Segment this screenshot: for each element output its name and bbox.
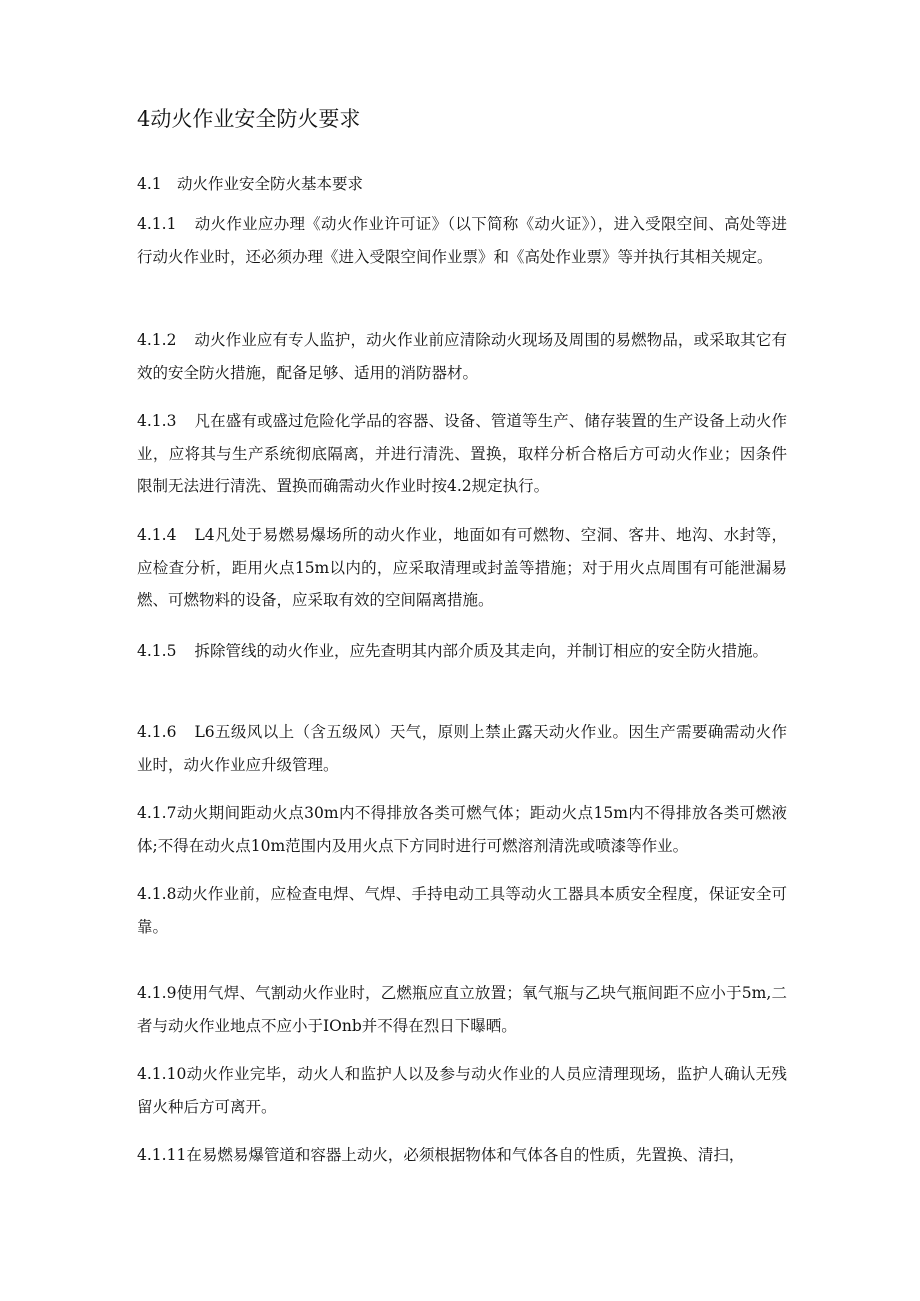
clause-text: L6五级风以上（含五级风）天气，原则上禁止露天动火作业。因生产需要确需动火作业时，动火作业应升级管理。 — [137, 723, 787, 774]
clause-text: 使用气焊、气割动火作业时，乙燃瓶应直立放置；氧气瓶与乙块气瓶间距不应小于5m,二者与动火作业地点不应小于IOnb并不得在烈日下曝晒。 — [137, 984, 787, 1035]
clause-4-1-7 — [137, 797, 787, 862]
section-heading: 4动火作业安全防火要求 — [137, 107, 361, 131]
clause-4-1-10 — [137, 1058, 787, 1123]
clause-number: 4.1.3 — [137, 412, 177, 430]
subsection-heading — [137, 172, 363, 196]
clause-number: 4.1.9 — [137, 984, 177, 1002]
clause-number: 4.1.7 — [137, 804, 177, 822]
clause-4-1-1 — [137, 208, 787, 273]
clause-number: 4.1.6 — [137, 723, 177, 741]
subsection-number: 4.1 — [137, 175, 162, 193]
clause-text: 在易燃易爆管道和容器上动火，必须根据物体和气体各自的性质，先置换、清扫， — [186, 1146, 745, 1164]
clause-4-1-3 — [137, 405, 787, 503]
clause-text: 动火作业前，应检查电焊、气焊、手持电动工具等动火工器具本质安全程度，保证安全可靠。 — [137, 885, 787, 936]
clause-4-1-9 — [137, 977, 787, 1042]
clause-4-1-5 — [137, 635, 787, 668]
clause-4-1-2 — [137, 324, 787, 389]
clause-number: 4.1.1 — [137, 215, 177, 233]
clause-text: 动火作业完毕，动火人和监护人以及参与动火作业的人员应清理现场，监护人确认无残留火种后方可离开。 — [137, 1065, 787, 1116]
clause-text: 拆除管线的动火作业，应先查明其内部介质及其走向，并制订相应的安全防火措施。 — [194, 642, 768, 660]
clause-4-1-8 — [137, 878, 787, 943]
clause-number: 4.1.11 — [137, 1146, 187, 1164]
clause-text: 动火作业应办理《动火作业许可证》（以下简称《动火证》），进入受限空间、高处等进行动火作业时，还必须办理《进入受限空间作业票》和《高处作业票》等并执行其相关规定。 — [137, 215, 787, 266]
clause-number: 4.1.10 — [137, 1065, 187, 1083]
clause-4-1-11 — [137, 1139, 787, 1172]
clause-number: 4.1.8 — [137, 885, 177, 903]
clause-number: 4.1.5 — [137, 642, 177, 660]
clause-number: 4.1.2 — [137, 331, 177, 349]
clause-text: 动火作业应有专人监护，动火作业前应清除动火现场及周围的易燃物品，或采取其它有效的安全防火措施，配备足够、适用的消防器材。 — [137, 331, 787, 382]
clause-4-1-4 — [137, 519, 787, 617]
subsection-title: 动火作业安全防火基本要求 — [177, 175, 364, 193]
clause-text: 动火期间距动火点30m内不得排放各类可燃气体；距动火点15m内不得排放各类可燃液体;不得在动火点10m范围内及用火点下方同时进行可燃溶剂清洗或喷漆等作业。 — [137, 804, 787, 855]
clause-number: 4.1.4 — [137, 526, 177, 544]
clause-text: L4凡处于易燃易爆场所的动火作业，地面如有可燃物、空洞、客井、地沟、水封等，应检查分析，距用火点15m以内的，应采取清理或封盖等措施；对于用火点周围有可能泄漏易燃、可燃物料的设备，应采取有效的空间隔离措施。 — [137, 526, 787, 609]
clause-text: 凡在盛有或盛过危险化学品的容器、设备、管道等生产、储存装置的生产设备上动火作业，应将其与生产系统彻底隔离，并进行清洗、置换，取样分析合格后方可动火作业；因条件限制无法进行清洗、置换而确需动火作业时按4.2规定执行。 — [137, 412, 787, 495]
clause-4-1-6 — [137, 716, 787, 781]
